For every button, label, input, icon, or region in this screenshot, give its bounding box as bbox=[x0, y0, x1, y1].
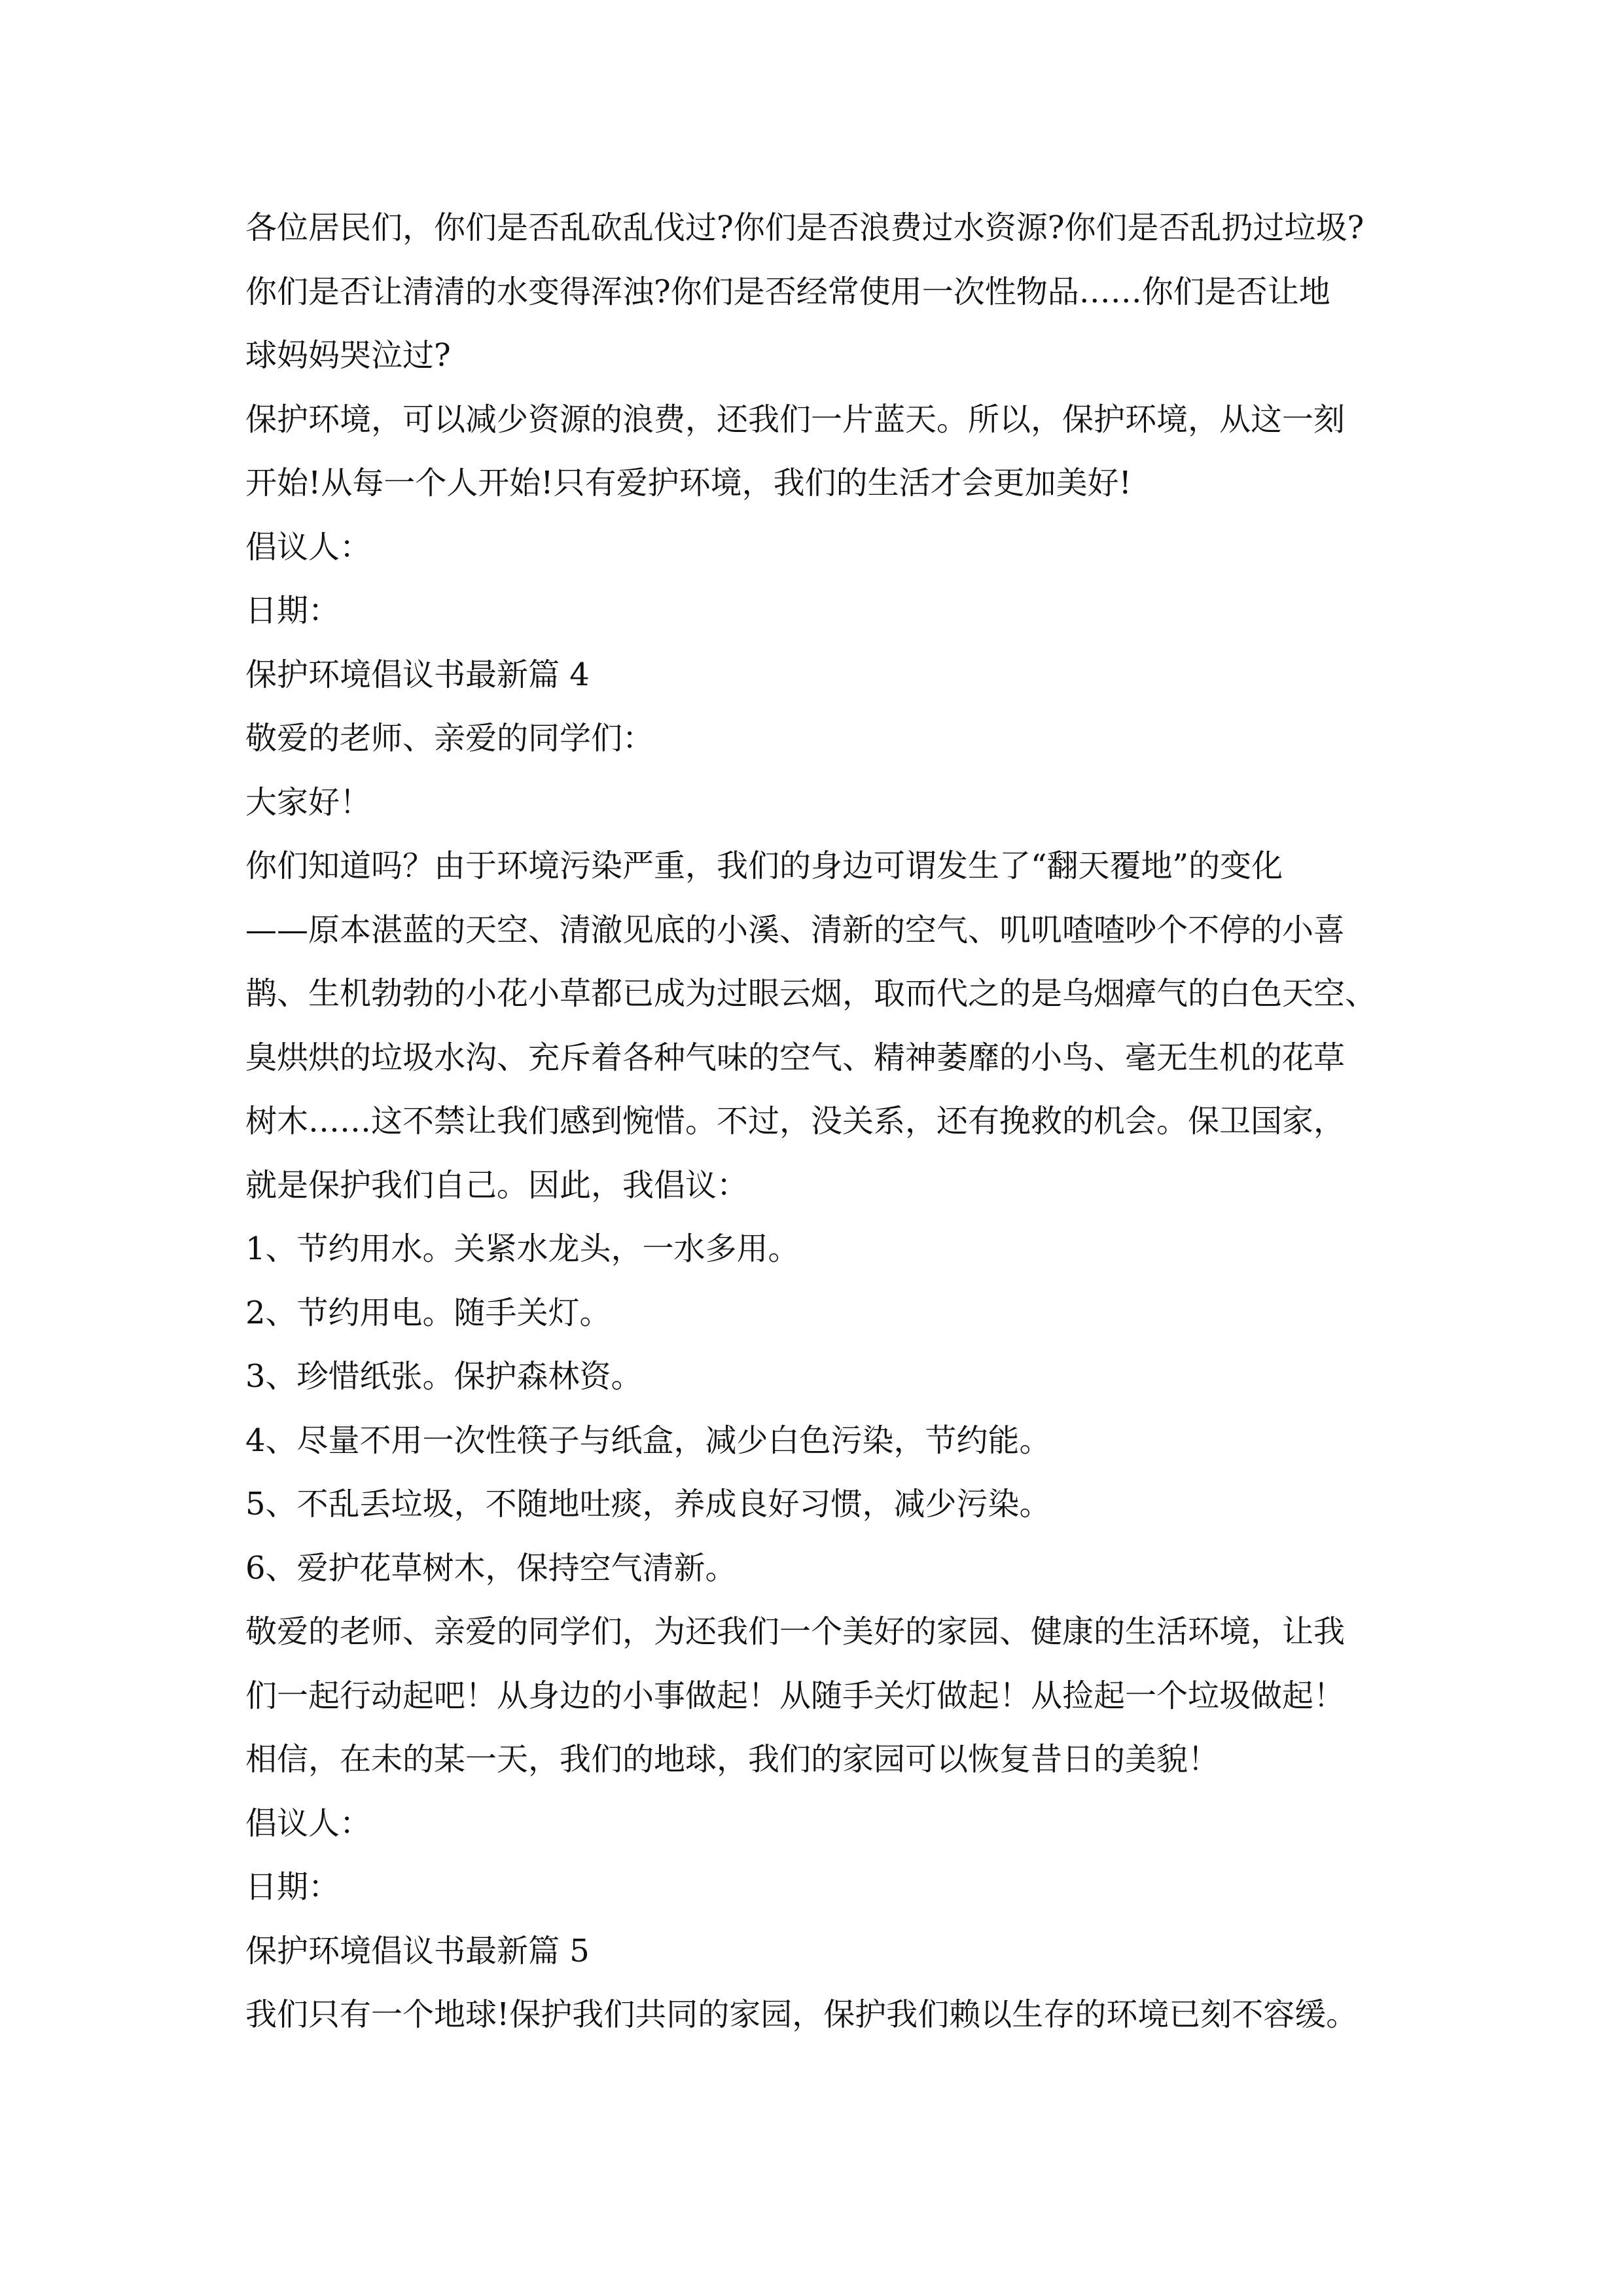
paragraph-line: 你们是否让清清的水变得浑浊?你们是否经常使用一次性物品……你们是否让地 bbox=[245, 273, 1330, 310]
list-item: 2、节约用电。随手关灯。 bbox=[245, 1294, 611, 1331]
paragraph-line: 球妈妈哭泣过? bbox=[245, 337, 451, 374]
paragraph-line: 敬爱的老师、亲爱的同学们，为还我们一个美好的家园、健康的生活环境，让我 bbox=[245, 1613, 1346, 1650]
paragraph-line: 各位居民们，你们是否乱砍乱伐过?你们是否浪费过水资源?你们是否乱扔过垃圾? bbox=[245, 209, 1364, 246]
paragraph-line: 我们只有一个地球!保护我们共同的家园，保护我们赖以生存的环境已刻不容缓。 bbox=[245, 1996, 1358, 2033]
paragraph-line: 鹊、生机勃勃的小花小草都已成为过眼云烟，取而代之的是乌烟瘴气的白色天空、 bbox=[245, 975, 1377, 1012]
signature-label: 倡议人： bbox=[245, 528, 372, 565]
paragraph-line: 们一起行动起吧！从身边的小事做起！从随手关灯做起！从捡起一个垃圾做起！ bbox=[245, 1677, 1346, 1714]
paragraph-line: ——原本湛蓝的天空、清澈见底的小溪、清新的空气、叽叽喳喳吵个不停的小喜 bbox=[245, 911, 1346, 948]
list-item: 1、节约用水。关紧水龙头，一水多用。 bbox=[245, 1230, 800, 1267]
list-item: 4、尽量不用一次性筷子与纸盒，减少白色污染，节约能。 bbox=[245, 1422, 1051, 1459]
date-label: 日期： bbox=[245, 592, 340, 629]
paragraph-line: 保护环境，可以减少资源的浪费，还我们一片蓝天。所以，保护环境，从这一刻 bbox=[245, 401, 1346, 438]
paragraph-line: 就是保护我们自己。因此，我倡议： bbox=[245, 1166, 749, 1204]
section-title: 保护环境倡议书最新篇 4 bbox=[245, 656, 590, 693]
list-item: 5、不乱丢垃圾，不随地吐痰，养成良好习惯，减少污染。 bbox=[245, 1486, 1051, 1522]
list-item: 6、爱护花草树木，保持空气清新。 bbox=[245, 1549, 737, 1587]
paragraph-line: 臭烘烘的垃圾水沟、充斥着各种气味的空气、精神萎靡的小鸟、毫无生机的花草 bbox=[245, 1039, 1346, 1076]
paragraph-line: 开始!从每一个人开始!只有爱护环境，我们的生活才会更加美好! bbox=[245, 465, 1132, 501]
salutation: 敬爱的老师、亲爱的同学们： bbox=[245, 720, 654, 757]
document-page bbox=[245, 196, 1397, 2047]
list-item: 3、珍惜纸张。保护森林资。 bbox=[245, 1358, 643, 1395]
greeting: 大家好！ bbox=[245, 783, 372, 821]
paragraph-line: 你们知道吗？由于环境污染严重，我们的身边可谓发生了“翻天覆地”的变化 bbox=[245, 848, 1283, 884]
paragraph-line: 树木……这不禁让我们感到惋惜。不过，没关系，还有挽救的机会。保卫国家， bbox=[245, 1103, 1346, 1139]
section-title: 保护环境倡议书最新篇 5 bbox=[245, 1932, 590, 1969]
signature-label: 倡议人： bbox=[245, 1804, 372, 1842]
date-label: 日期： bbox=[245, 1869, 340, 1905]
paragraph-line: 相信，在未的某一天，我们的地球，我们的家园可以恢复昔日的美貌！ bbox=[245, 1741, 1220, 1778]
